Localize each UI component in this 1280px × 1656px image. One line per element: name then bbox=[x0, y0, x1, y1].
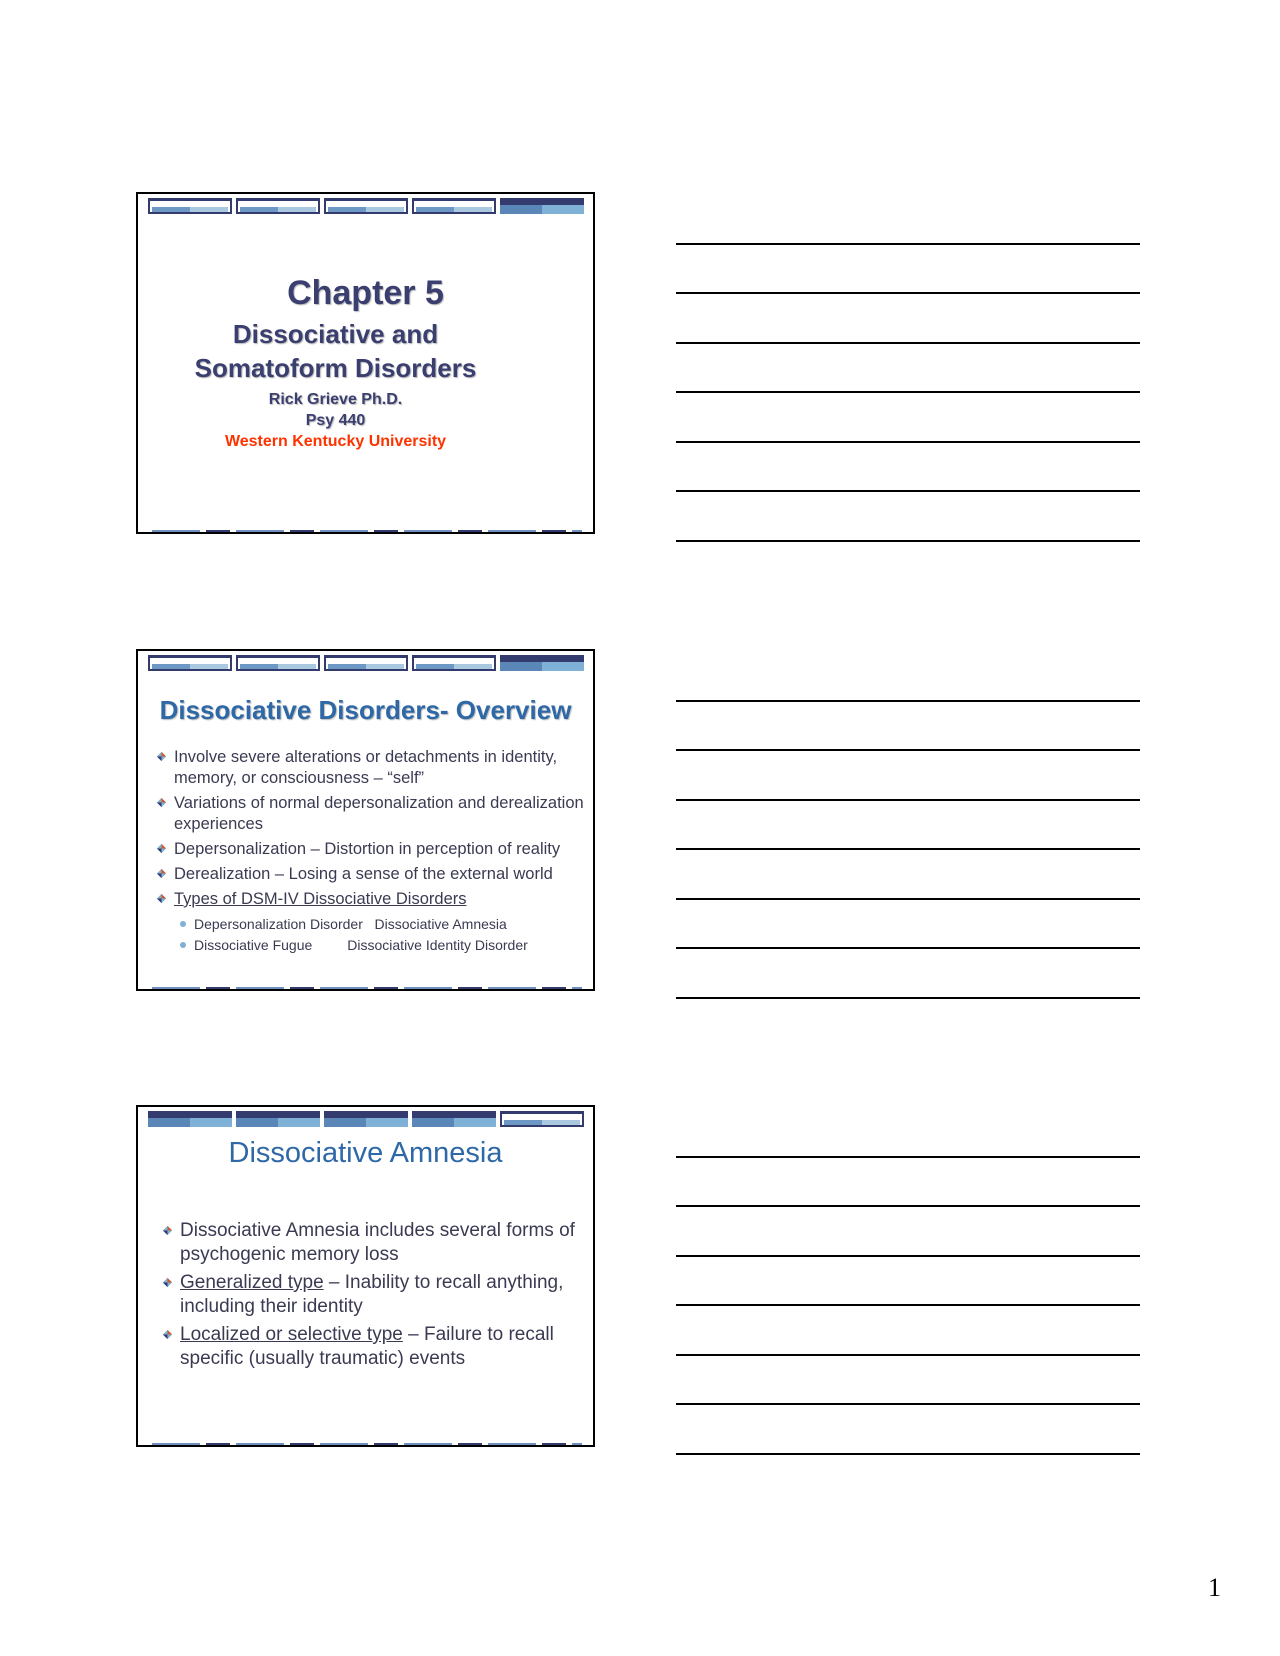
bullet-icon bbox=[156, 751, 167, 762]
slide-2-thumbnail bbox=[136, 649, 595, 991]
course-code: Psy 440 bbox=[305, 412, 366, 429]
slide-title: Dissociative Amnesia bbox=[228, 1137, 503, 1169]
list-item-text: – Failure to recall specific (usually traumatic) events bbox=[180, 1324, 554, 1369]
slide-header-bar bbox=[148, 198, 588, 216]
bullet-icon bbox=[156, 797, 167, 808]
slide-3-thumbnail bbox=[136, 1105, 595, 1447]
sub-list-item bbox=[174, 935, 594, 956]
dot-icon bbox=[180, 921, 186, 927]
slide-subtitle-line-2: Somatoform Disorders bbox=[194, 353, 477, 383]
note-line bbox=[676, 342, 1140, 344]
bullet-icon bbox=[156, 843, 167, 854]
list-item-text: – Inability to recall anything, including their identity bbox=[180, 1272, 564, 1317]
page-number: 1 bbox=[1208, 1573, 1221, 1602]
slide-footer-bar bbox=[152, 987, 582, 989]
slide-1-thumbnail bbox=[136, 192, 595, 534]
note-line bbox=[676, 848, 1140, 850]
slide-header-bar bbox=[148, 655, 588, 673]
sub-list-item-text: Dissociative Fugue Dissociative Identity Disorder bbox=[194, 937, 528, 953]
note-line bbox=[676, 1255, 1140, 1257]
list-item bbox=[156, 747, 594, 789]
bullet-icon bbox=[156, 893, 167, 904]
university-name: Western Kentucky University bbox=[224, 433, 447, 450]
note-line bbox=[676, 1205, 1140, 1207]
list-item-lead: Localized or selective type bbox=[180, 1324, 403, 1345]
bullet-icon bbox=[156, 868, 167, 879]
list-item-text: Depersonalization – Distortion in perception of reality bbox=[174, 840, 561, 858]
bullet-icon bbox=[162, 1277, 173, 1288]
list-item-text: Dissociative Amnesia includes several forms of psychogenic memory loss bbox=[180, 1220, 575, 1265]
slide-header-bar bbox=[148, 1111, 588, 1129]
slide-footer-bar bbox=[152, 1443, 582, 1445]
list-item-text: Involve severe alterations or detachments in identity, memory, or consciousness – “self” bbox=[174, 748, 558, 787]
list-item bbox=[156, 864, 594, 885]
author-name: Rick Grieve Ph.D. bbox=[268, 391, 403, 408]
list-item-text: Variations of normal depersonalization and derealization experiences bbox=[174, 794, 584, 833]
sub-list-item-text: Depersonalization Disorder Dissociative Amnesia bbox=[194, 916, 507, 932]
list-item-text: Types of DSM-IV Dissociative Disorders bbox=[174, 890, 467, 908]
note-line bbox=[676, 898, 1140, 900]
dot-icon bbox=[180, 942, 186, 948]
note-line bbox=[676, 749, 1140, 751]
list-item bbox=[162, 1219, 592, 1267]
bullet-list bbox=[156, 747, 594, 960]
note-line bbox=[676, 243, 1140, 245]
note-line bbox=[676, 540, 1140, 542]
note-line bbox=[676, 441, 1140, 443]
note-line bbox=[676, 1453, 1140, 1455]
note-line bbox=[676, 799, 1140, 801]
bullet-icon bbox=[162, 1225, 173, 1236]
list-item bbox=[156, 889, 594, 956]
note-line bbox=[676, 947, 1140, 949]
slide-footer-bar bbox=[152, 530, 582, 532]
note-line bbox=[676, 490, 1140, 492]
note-line bbox=[676, 1304, 1140, 1306]
bullet-icon bbox=[162, 1329, 173, 1340]
note-line bbox=[676, 700, 1140, 702]
sub-list-item bbox=[174, 914, 594, 935]
sub-bullet-list bbox=[174, 914, 594, 956]
chapter-title: Chapter 5 bbox=[287, 274, 444, 312]
note-line bbox=[676, 1156, 1140, 1158]
note-line bbox=[676, 1403, 1140, 1405]
note-line bbox=[676, 391, 1140, 393]
list-item-text: Derealization – Losing a sense of the external world bbox=[174, 865, 553, 883]
list-item bbox=[162, 1271, 592, 1319]
list-item bbox=[156, 793, 594, 835]
list-item-lead: Generalized type bbox=[180, 1272, 324, 1293]
note-line bbox=[676, 1354, 1140, 1356]
list-item bbox=[162, 1323, 592, 1371]
note-line bbox=[676, 292, 1140, 294]
slide-subtitle-line-1: Dissociative and bbox=[232, 319, 439, 349]
bullet-list bbox=[162, 1219, 592, 1375]
note-line bbox=[676, 997, 1140, 999]
list-item bbox=[156, 839, 594, 860]
slide-title: Dissociative Disorders- Overview bbox=[159, 695, 572, 725]
